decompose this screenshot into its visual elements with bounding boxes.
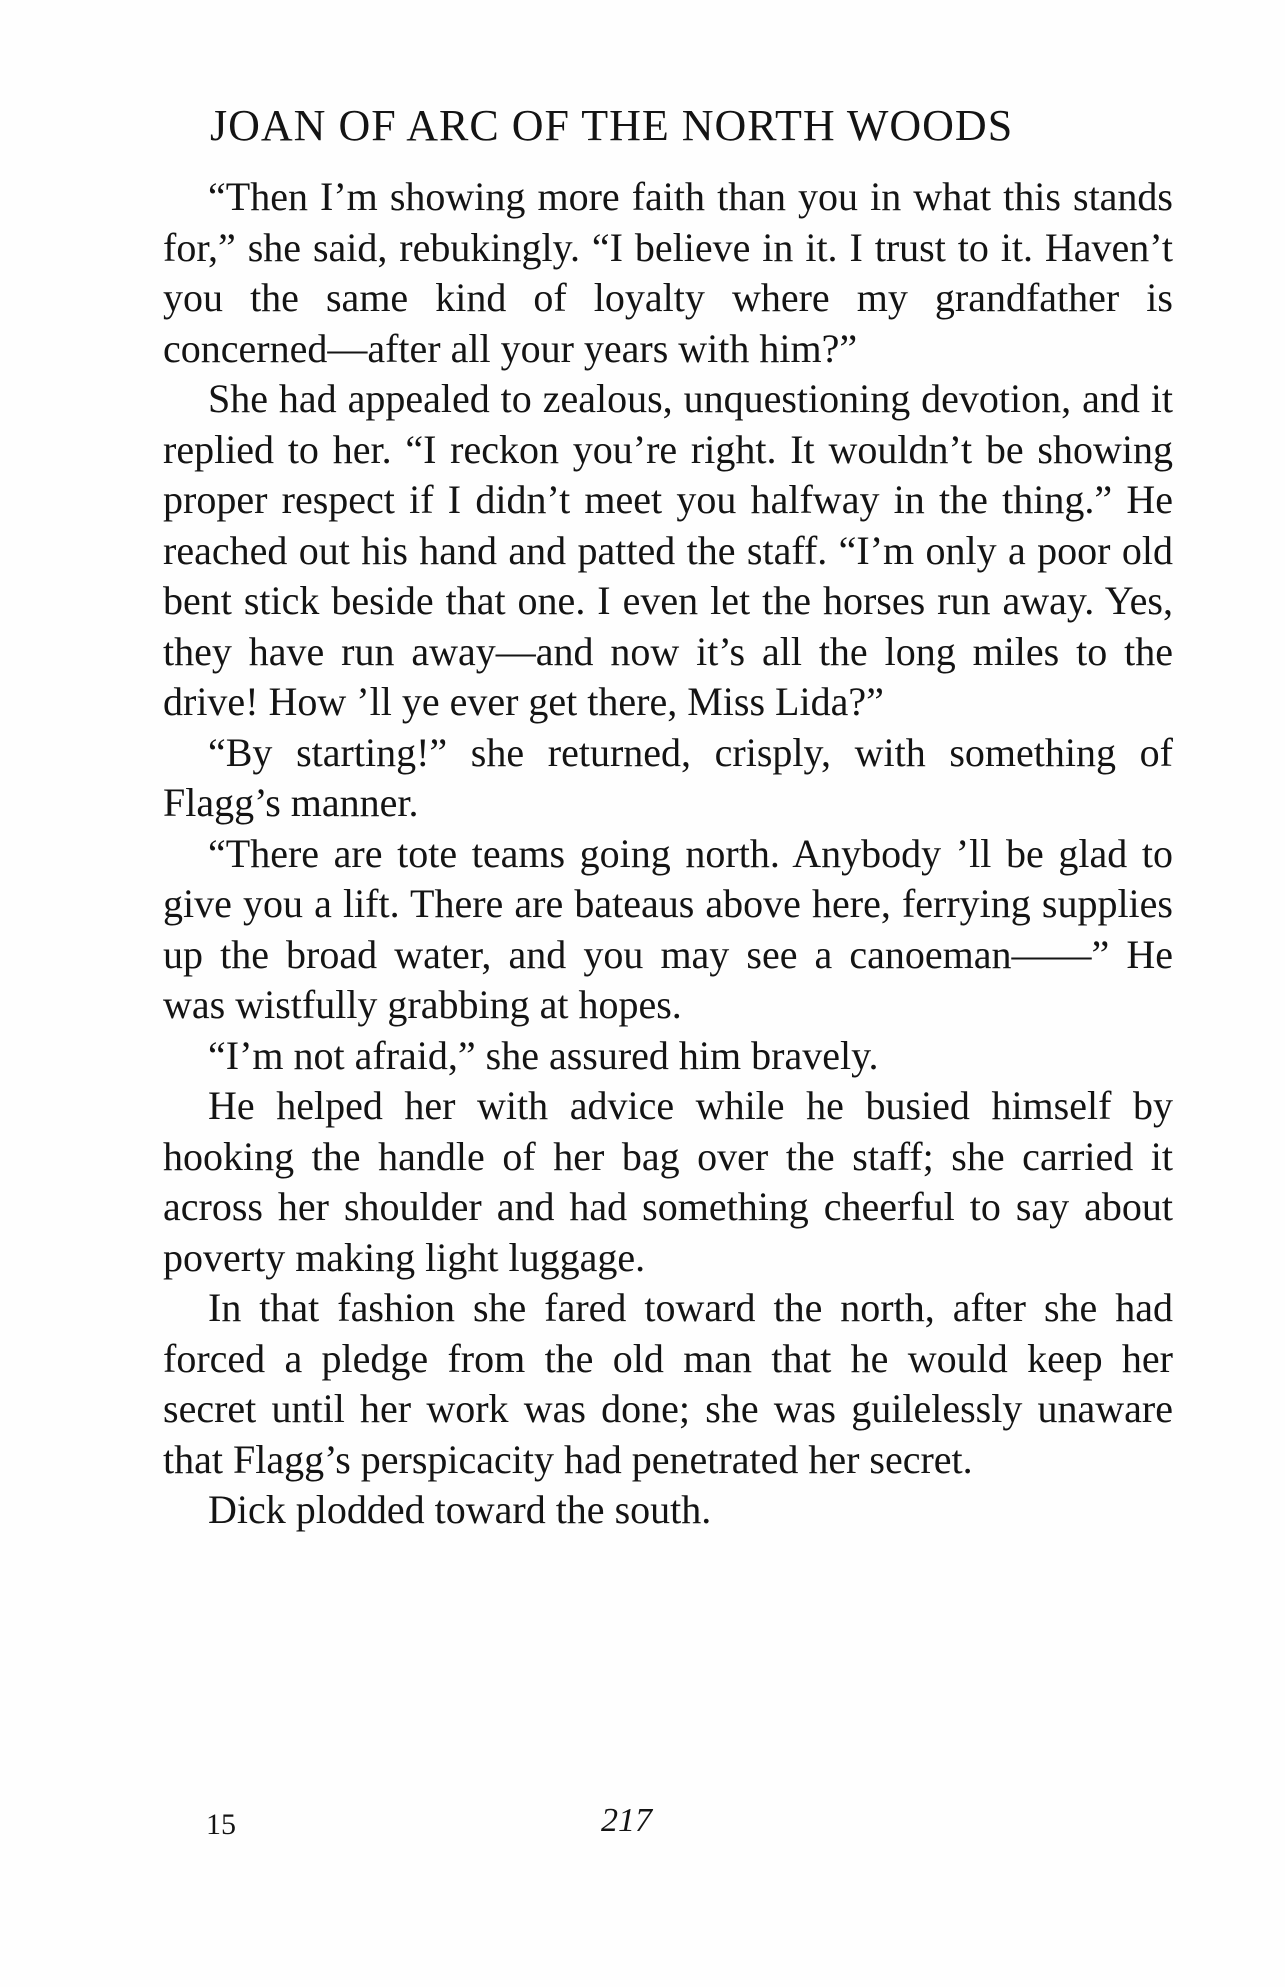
signature-mark: 15 bbox=[206, 1808, 236, 1841]
running-title: JOAN OF ARC OF THE NORTH WOODS bbox=[210, 101, 1014, 150]
paragraph: Dick plodded toward the south. bbox=[208, 1487, 712, 1532]
paragraph: “Then I’m showing more faith than you in what this stands for,” she said, rebukingly. “I believe in it. I trust to it. Haven’t you the same kind of loyalty where my grandfather is concerned—after all your years with him?” bbox=[163, 174, 1173, 371]
paragraph: “There are tote teams going north. Anybody ’ll be glad to give you a lift. There are bateaus above here, ferrying supplies up the broad water, and you may see a canoeman——” He was wistfully grabbing at hopes. bbox=[163, 830, 1173, 1027]
paragraph: In that fashion she fared toward the north, after she had forced a pledge from the old man that he would keep her secret until her work was done; she was guilelessly unaware that Flagg’s perspicacity had penetrated her secret. bbox=[163, 1285, 1173, 1482]
paragraph: She had appealed to zealous, unquestioning devotion, and it replied to her. “I reckon you’re right. It wouldn’t be showing proper respect if I didn’t meet you halfway in the thing.” He reached out his hand and patted the staff. “I’m only a poor old bent stick beside that one. I even let the horses run away. Yes, they have run away—and now it’s all the long miles to the drive! How ’ll ye ever get there, Miss Lida?” bbox=[163, 376, 1173, 724]
body-text bbox=[163, 172, 1173, 1536]
page-number: 217 bbox=[601, 1802, 652, 1839]
paragraph: “By starting!” she returned, crisply, with something of Flagg’s manner. bbox=[163, 729, 1173, 825]
paragraph: He helped her with advice while he busied himself by hooking the handle of her bag over the staff; she carried it across her shoulder and had something cheerful to say about poverty making light luggage. bbox=[163, 1083, 1173, 1280]
paragraph: “I’m not afraid,” she assured him bravely. bbox=[208, 1032, 879, 1078]
